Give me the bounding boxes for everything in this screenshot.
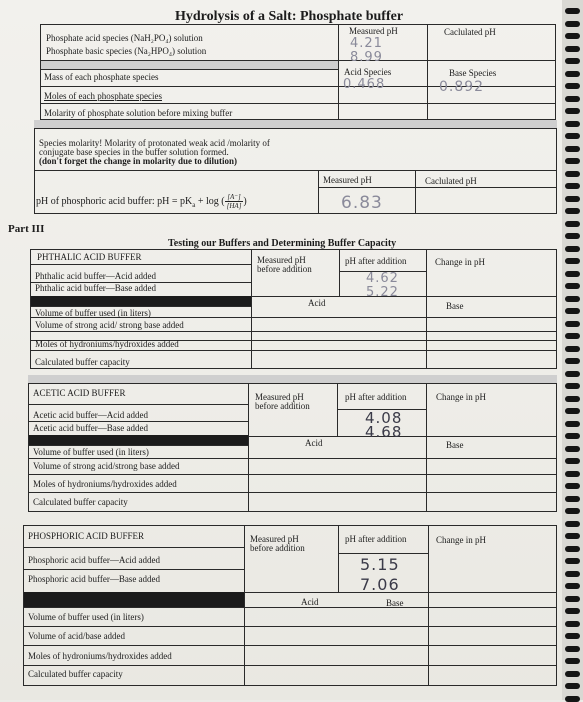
handwritten-acetic-acid: 4.08 <box>365 409 403 427</box>
phthalic-buffer-title: PHTHALIC ACID BUFFER <box>37 252 142 262</box>
col-base: Base <box>446 301 464 311</box>
spiral-coil <box>565 21 580 27</box>
spiral-coil <box>565 83 580 89</box>
col-measured-ph-2: Measured pH <box>323 175 372 185</box>
spiral-coil <box>565 183 580 189</box>
phosphoric-col-acid: Acid <box>301 597 319 607</box>
spiral-coil <box>565 558 580 564</box>
acetic-col-before: before addition <box>255 401 310 411</box>
handwritten-phosphoric-base: 7.06 <box>360 575 400 594</box>
spiral-coil <box>565 158 580 164</box>
col-before-addition: before addition <box>257 264 312 274</box>
phosphoric-col-before: before addition <box>250 543 305 553</box>
acetic-acid-added: Acetic acid buffer—Acid added <box>33 410 149 420</box>
spiral-coil <box>565 521 580 527</box>
spiral-coil <box>565 8 580 14</box>
spiral-coil <box>565 383 580 389</box>
row-moles: Moles of each phosphate species <box>44 91 162 101</box>
spiral-coil <box>565 608 580 614</box>
acetic-volume-acid: Volume of strong acid/strong base added <box>33 461 180 471</box>
row-base-solution: Phosphate basic species (Na₂HPO₄) solution <box>46 46 207 56</box>
acetic-col-change: Change in pH <box>436 392 486 402</box>
acetic-moles: Moles of hydroniums/hydroxides added <box>33 479 177 489</box>
phthalic-acid-added: Phthalic acid buffer—Acid added <box>35 271 157 281</box>
spiral-coil <box>565 246 580 252</box>
acetic-buffer-title: ACETIC ACID BUFFER <box>33 388 126 398</box>
part-heading: Part III <box>8 223 45 235</box>
spiral-coil <box>565 108 580 114</box>
acetic-volume-buffer: Volume of buffer used (in liters) <box>33 447 149 457</box>
acetic-col-acid: Acid <box>305 438 323 448</box>
spiral-coil <box>565 471 580 477</box>
spiral-binding <box>562 0 583 700</box>
ph-formula: pH of phosphoric acid buffer: pH = $pK_a + \log$ ( $\frac{[A^-]}{[HA]}$ ) <box>36 193 247 210</box>
spiral-coil <box>565 371 580 377</box>
spiral-coil <box>565 508 580 514</box>
handwritten-acetic-base: 4.68 <box>365 423 403 441</box>
spiral-coil <box>565 96 580 102</box>
phosphoric-col-after: pH after addition <box>345 534 407 544</box>
col-change-ph: Change in pH <box>435 257 485 267</box>
spiral-coil <box>565 233 580 239</box>
handwritten-buffer-ph: 6.83 <box>341 193 383 213</box>
spiral-coil <box>565 208 580 214</box>
spiral-coil <box>565 71 580 77</box>
spiral-coil <box>565 633 580 639</box>
page-title: Hydrolysis of a Salt: Phosphate buffer <box>175 9 404 24</box>
handwritten-mass-base: 0.892 <box>439 79 485 95</box>
acetic-capacity: Calculated buffer capacity <box>33 497 128 507</box>
phthalic-volume-acid: Volume of strong acid/ strong base added <box>35 320 184 330</box>
spiral-coil <box>565 58 580 64</box>
phosphoric-col-change: Change in pH <box>436 535 486 545</box>
acetic-col-after: pH after addition <box>345 392 407 402</box>
phosphoric-buffer-title: PHOSPHORIC ACID BUFFER <box>28 531 145 541</box>
spiral-coil <box>565 396 580 402</box>
acetic-col-base: Base <box>446 440 464 450</box>
spiral-coil <box>565 446 580 452</box>
phosphoric-volume-buffer: Volume of buffer used (in liters) <box>28 612 144 622</box>
spiral-coil <box>565 433 580 439</box>
spiral-coil <box>565 483 580 489</box>
col-acid-species: Acid Species <box>344 67 392 77</box>
col-after-addition: pH after addition <box>345 256 407 266</box>
spiral-coil <box>565 621 580 627</box>
spiral-coil <box>565 46 580 52</box>
handwritten-phthalic-acid: 4.62 <box>366 271 399 286</box>
col-measured-before: Measured pH <box>257 255 306 265</box>
spiral-coil <box>565 271 580 277</box>
col-base-species: Base Species <box>449 68 497 78</box>
species-note-2: conjugate base species in the buffer solution formed. <box>39 147 229 157</box>
spiral-coil <box>565 533 580 539</box>
phosphoric-col-base: Base <box>386 598 404 608</box>
col-measured-ph: Measured pH <box>349 26 398 36</box>
row-acid-solution: Phosphate acid species (NaH₂PO₄) solution <box>46 33 203 43</box>
spiral-coil <box>565 658 580 664</box>
col-calculated-ph: Caclulated pH <box>444 27 496 37</box>
spiral-coil <box>565 221 580 227</box>
handwritten-ph-acid: 4.21 <box>350 36 383 51</box>
phosphoric-moles: Moles of hydroniums/hydroxides added <box>28 651 172 661</box>
table-title: Testing our Buffers and Determining Buffer Capacity <box>168 238 397 249</box>
phthalic-base-added: Phthalic acid buffer—Base added <box>35 283 157 293</box>
phthalic-capacity: Calculated buffer capacity <box>35 357 130 367</box>
spiral-coil <box>565 283 580 289</box>
row-molarity-before: Molarity of phosphate solution before mixing buffer <box>44 108 233 118</box>
phosphoric-col-measured: Measured pH <box>250 534 299 544</box>
handwritten-ph-base: 8.99 <box>350 50 383 65</box>
spiral-coil <box>565 696 580 702</box>
spiral-coil <box>565 458 580 464</box>
spiral-coil <box>565 596 580 602</box>
spiral-coil <box>565 258 580 264</box>
species-note-1: Species molarity! Molarity of protonated weak acid /molarity of <box>39 138 270 148</box>
spiral-coil <box>565 146 580 152</box>
spiral-coil <box>565 671 580 677</box>
spiral-coil <box>565 496 580 502</box>
col-acid: Acid <box>308 298 326 308</box>
spiral-coil <box>565 346 580 352</box>
col-calculated-ph-2: Caclulated pH <box>425 176 477 186</box>
spiral-coil <box>565 546 580 552</box>
spiral-coil <box>565 196 580 202</box>
spiral-coil <box>565 321 580 327</box>
spiral-coil <box>565 171 580 177</box>
handwritten-mass-acid: 0.468 <box>343 77 386 92</box>
spiral-coil <box>565 121 580 127</box>
spiral-coil <box>565 333 580 339</box>
acetic-col-measured: Measured pH <box>255 392 304 402</box>
spiral-coil <box>565 33 580 39</box>
spiral-coil <box>565 408 580 414</box>
phosphoric-capacity: Calculated buffer capacity <box>28 669 123 679</box>
spiral-coil <box>565 133 580 139</box>
spiral-coil <box>565 421 580 427</box>
spiral-coil <box>565 646 580 652</box>
spiral-coil <box>565 583 580 589</box>
spiral-coil <box>565 358 580 364</box>
phthalic-moles: Moles of hydroniums/hydroxides added <box>35 339 179 349</box>
handwritten-phosphoric-acid: 5.15 <box>360 555 400 574</box>
spiral-coil <box>565 571 580 577</box>
species-note-3: (don't forget the change in molarity due to dilution) <box>39 156 237 166</box>
phthalic-volume-buffer: Volume of buffer used (in liters) <box>35 308 151 318</box>
spiral-coil <box>565 308 580 314</box>
phosphoric-volume-acid: Volume of acid/base added <box>28 631 126 641</box>
phosphoric-base-added: Phosphoric acid buffer—Base added <box>28 574 161 584</box>
acetic-base-added: Acetic acid buffer—Base added <box>33 423 149 433</box>
handwritten-phthalic-base: 5.22 <box>366 285 399 300</box>
row-mass: Mass of each phosphate species <box>44 72 159 82</box>
spiral-coil <box>565 683 580 689</box>
phosphoric-acid-added: Phosphoric acid buffer—Acid added <box>28 555 161 565</box>
spiral-coil <box>565 296 580 302</box>
